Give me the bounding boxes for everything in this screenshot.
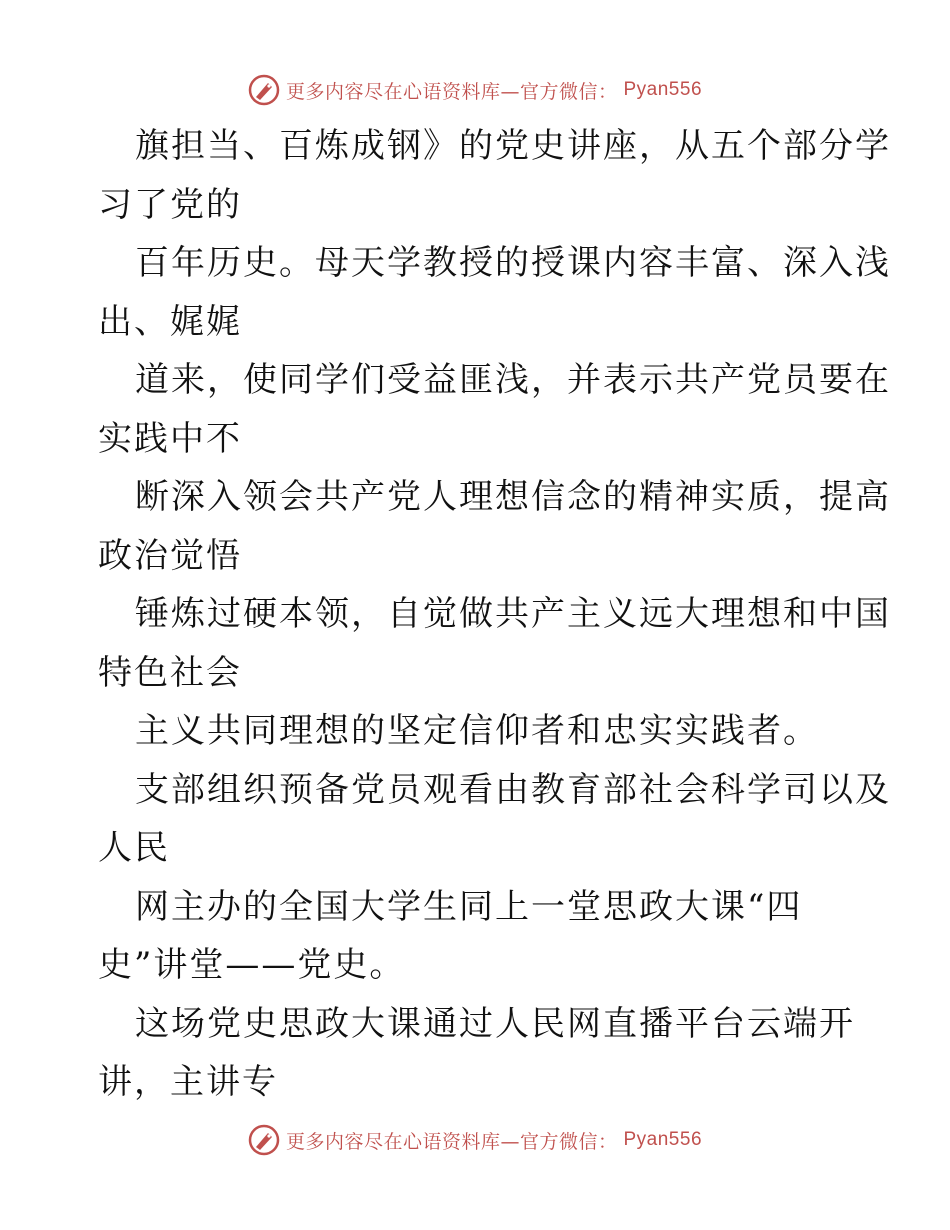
text-line: 政治觉悟 (98, 535, 242, 576)
text-line: 人民 (98, 828, 170, 868)
pen-nib-logo-icon (248, 1124, 280, 1156)
text-line: 讲，主讲专 (98, 1062, 278, 1102)
text-line: 这场党史思政大课通过人民网直播平台云端开 (135, 1003, 855, 1044)
footer-watermark (0, 1122, 950, 1158)
text-line: 道来，使同学们受益匪浅，并表示共产党员要在 (135, 360, 891, 400)
text-line: 断深入领会共产党人理想信念的精神实质，提高 (135, 477, 891, 517)
text-line: 支部组织预备党员观看由教育部社会科学司以及 (135, 769, 891, 810)
watermark-wechat-id: Pyan556 (623, 1129, 703, 1150)
text-line: 旗担当、百炼成钢》的党史讲座，从五个部分学 (135, 126, 891, 166)
text-line: 习了党的 (98, 184, 242, 225)
document-body (98, 117, 891, 1112)
text-line: 网主办的全国大学生同上一堂思政大课“四 (135, 886, 803, 927)
text-line: 史”讲堂——党史。 (98, 945, 406, 985)
text-line: 主义共同理想的坚定信仰者和忠实实践者。 (135, 711, 819, 751)
text-line: 实践中不 (98, 418, 242, 459)
text-line: 出、娓娓 (98, 301, 242, 342)
text-line: 特色社会 (98, 652, 242, 693)
watermark-text: 更多内容尽在心语资料库—官方微信： (285, 1130, 618, 1153)
text-line: 锤炼过硬本领，自觉做共产主义远大理想和中国 (135, 594, 891, 634)
text-line: 百年历史。母天学教授的授课内容丰富、深入浅 (135, 243, 891, 283)
watermark-wechat-id: Pyan556 (623, 79, 703, 100)
header-watermark (0, 72, 950, 108)
pen-nib-logo-icon (248, 74, 280, 106)
watermark-text: 更多内容尽在心语资料库—官方微信： (285, 80, 618, 103)
